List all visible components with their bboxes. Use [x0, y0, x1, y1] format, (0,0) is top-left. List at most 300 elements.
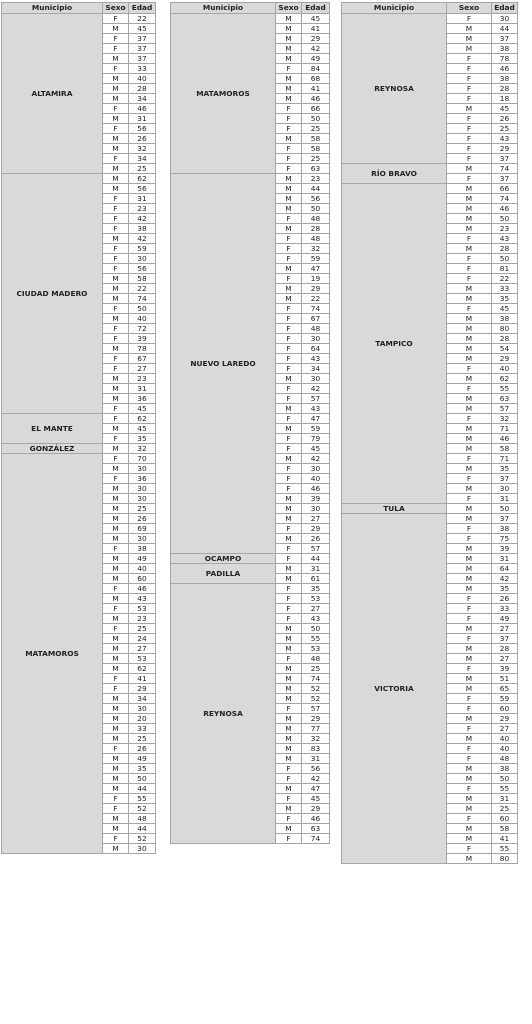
edad-cell: 78: [492, 54, 518, 64]
sexo-cell: F: [447, 114, 492, 124]
sexo-cell: M: [103, 774, 129, 784]
sexo-cell: M: [276, 564, 302, 574]
edad-cell: 57: [302, 394, 330, 404]
sexo-cell: F: [103, 334, 129, 344]
edad-cell: 40: [492, 364, 518, 374]
sexo-cell: M: [103, 564, 129, 574]
header-row: [171, 3, 330, 14]
edad-cell: 45: [302, 14, 330, 24]
sexo-cell: M: [447, 344, 492, 354]
edad-cell: 26: [492, 594, 518, 604]
sexo-cell: M: [103, 524, 129, 534]
edad-cell: 35: [129, 764, 156, 774]
edad-cell: 30: [129, 704, 156, 714]
edad-cell: 62: [129, 664, 156, 674]
sexo-cell: M: [276, 644, 302, 654]
edad-cell: 32: [302, 244, 330, 254]
edad-cell: 53: [302, 644, 330, 654]
sexo-cell: F: [447, 694, 492, 704]
sexo-cell: M: [103, 484, 129, 494]
edad-cell: 58: [302, 144, 330, 154]
sexo-cell: F: [447, 784, 492, 794]
edad-cell: 34: [129, 94, 156, 104]
edad-cell: 58: [492, 444, 518, 454]
edad-cell: 63: [302, 164, 330, 174]
sexo-cell: F: [447, 724, 492, 734]
sexo-cell: M: [276, 744, 302, 754]
edad-cell: 22: [302, 294, 330, 304]
sexo-cell: F: [447, 274, 492, 284]
edad-cell: 57: [302, 544, 330, 554]
edad-cell: 26: [129, 134, 156, 144]
sexo-cell: F: [276, 244, 302, 254]
edad-cell: 25: [129, 504, 156, 514]
edad-cell: 52: [302, 694, 330, 704]
edad-cell: 74: [492, 194, 518, 204]
edad-cell: 31: [302, 754, 330, 764]
edad-cell: 41: [302, 24, 330, 34]
edad-cell: 48: [302, 234, 330, 244]
table-row: [342, 504, 518, 514]
sexo-cell: F: [276, 474, 302, 484]
sexo-cell: F: [447, 134, 492, 144]
edad-cell: 43: [302, 404, 330, 414]
edad-cell: 43: [129, 594, 156, 604]
edad-cell: 70: [129, 454, 156, 464]
sexo-cell: F: [276, 234, 302, 244]
edad-cell: 41: [492, 834, 518, 844]
sexo-cell: F: [276, 304, 302, 314]
sexo-cell: F: [447, 74, 492, 84]
sexo-cell: F: [447, 634, 492, 644]
sexo-cell: M: [447, 334, 492, 344]
sexo-cell: M: [103, 114, 129, 124]
sexo-cell: M: [447, 774, 492, 784]
edad-cell: 40: [492, 744, 518, 754]
sexo-cell: F: [447, 84, 492, 94]
sexo-cell: M: [103, 234, 129, 244]
sexo-cell: F: [276, 324, 302, 334]
edad-cell: 37: [129, 54, 156, 64]
edad-cell: 25: [129, 164, 156, 174]
sexo-cell: M: [276, 24, 302, 34]
table-row: [171, 14, 330, 24]
sexo-cell: F: [103, 44, 129, 54]
edad-cell: 25: [492, 124, 518, 134]
edad-cell: 30: [302, 374, 330, 384]
sexo-cell: F: [447, 414, 492, 424]
sexo-cell: F: [103, 304, 129, 314]
sexo-cell: F: [103, 244, 129, 254]
edad-cell: 35: [492, 294, 518, 304]
sexo-cell: F: [103, 674, 129, 684]
edad-cell: 83: [302, 744, 330, 754]
edad-cell: 30: [302, 504, 330, 514]
sexo-cell: F: [276, 704, 302, 714]
sexo-cell: M: [447, 674, 492, 684]
sexo-cell: F: [276, 144, 302, 154]
edad-cell: 55: [492, 384, 518, 394]
sexo-cell: M: [276, 294, 302, 304]
sexo-cell: F: [447, 234, 492, 244]
sexo-cell: F: [276, 64, 302, 74]
edad-cell: 66: [492, 184, 518, 194]
edad-cell: 62: [492, 374, 518, 384]
sexo-cell: M: [447, 44, 492, 54]
sexo-cell: F: [447, 454, 492, 464]
edad-cell: 27: [129, 364, 156, 374]
table-row: [342, 164, 518, 174]
header-row: [342, 3, 518, 14]
edad-cell: 29: [492, 354, 518, 364]
edad-cell: 60: [492, 814, 518, 824]
sexo-cell: M: [103, 174, 129, 184]
sexo-cell: M: [447, 394, 492, 404]
edad-cell: 42: [302, 384, 330, 394]
edad-cell: 42: [129, 234, 156, 244]
sexo-cell: M: [447, 434, 492, 444]
sexo-cell: F: [103, 804, 129, 814]
edad-cell: 26: [302, 534, 330, 544]
sexo-cell: F: [276, 414, 302, 424]
edad-cell: 37: [129, 44, 156, 54]
edad-cell: 52: [129, 804, 156, 814]
table-row: [2, 414, 156, 424]
sexo-cell: F: [103, 154, 129, 164]
sexo-cell: M: [447, 544, 492, 554]
sexo-cell: F: [103, 434, 129, 444]
edad-cell: 57: [492, 404, 518, 414]
sexo-cell: M: [447, 514, 492, 524]
edad-cell: 51: [492, 674, 518, 684]
sexo-cell: F: [103, 124, 129, 134]
edad-cell: 48: [302, 324, 330, 334]
sexo-cell: M: [103, 704, 129, 714]
sexo-cell: M: [276, 494, 302, 504]
edad-cell: 34: [129, 154, 156, 164]
sexo-cell: F: [103, 14, 129, 24]
edad-cell: 80: [492, 324, 518, 334]
edad-cell: 80: [492, 854, 518, 864]
sexo-cell: M: [103, 84, 129, 94]
edad-cell: 59: [492, 694, 518, 704]
edad-cell: 35: [492, 584, 518, 594]
edad-cell: 23: [129, 374, 156, 384]
sexo-cell: F: [276, 214, 302, 224]
edad-cell: 75: [492, 534, 518, 544]
edad-cell: 31: [129, 384, 156, 394]
sexo-cell: F: [447, 304, 492, 314]
sexo-cell: M: [103, 734, 129, 744]
sexo-cell: M: [276, 224, 302, 234]
municipio-cell: MATAMOROS: [171, 14, 276, 174]
sexo-cell: M: [103, 724, 129, 734]
edad-cell: 30: [492, 484, 518, 494]
edad-cell: 31: [129, 114, 156, 124]
sexo-cell: M: [447, 424, 492, 434]
sexo-cell: M: [103, 844, 129, 854]
edad-cell: 40: [302, 474, 330, 484]
sexo-cell: M: [276, 34, 302, 44]
sexo-cell: M: [103, 634, 129, 644]
sexo-cell: F: [276, 104, 302, 114]
edad-cell: 55: [492, 784, 518, 794]
edad-cell: 27: [492, 724, 518, 734]
sexo-cell: F: [276, 254, 302, 264]
edad-cell: 59: [302, 424, 330, 434]
sexo-cell: M: [276, 174, 302, 184]
edad-cell: 22: [492, 274, 518, 284]
sexo-cell: M: [447, 294, 492, 304]
sexo-cell: M: [447, 354, 492, 364]
edad-cell: 29: [302, 524, 330, 534]
edad-cell: 28: [492, 334, 518, 344]
edad-cell: 42: [302, 774, 330, 784]
edad-cell: 50: [302, 624, 330, 634]
sexo-cell: F: [103, 414, 129, 424]
sexo-cell: F: [447, 264, 492, 274]
edad-cell: 26: [129, 514, 156, 524]
sexo-cell: M: [447, 574, 492, 584]
sexo-cell: F: [103, 194, 129, 204]
sexo-cell: M: [276, 824, 302, 834]
sexo-cell: M: [276, 694, 302, 704]
sexo-cell: M: [103, 144, 129, 154]
edad-cell: 23: [129, 614, 156, 624]
table-row: [342, 14, 518, 24]
edad-cell: 32: [302, 734, 330, 744]
edad-cell: 74: [302, 674, 330, 684]
sexo-cell: F: [103, 224, 129, 234]
edad-cell: 27: [302, 514, 330, 524]
sexo-cell: F: [447, 614, 492, 624]
sexo-cell: M: [276, 134, 302, 144]
sexo-cell: M: [103, 424, 129, 434]
edad-cell: 61: [302, 574, 330, 584]
header-row: [2, 3, 156, 14]
sexo-cell: M: [276, 684, 302, 694]
edad-cell: 25: [129, 624, 156, 634]
edad-cell: 68: [302, 74, 330, 84]
sexo-cell: F: [447, 144, 492, 154]
edad-cell: 57: [302, 704, 330, 714]
edad-cell: 45: [492, 304, 518, 314]
sexo-cell: M: [447, 184, 492, 194]
sexo-cell: M: [447, 244, 492, 254]
edad-cell: 63: [302, 824, 330, 834]
sexo-cell: M: [447, 824, 492, 834]
edad-cell: 34: [302, 364, 330, 374]
edad-cell: 45: [129, 424, 156, 434]
sexo-cell: F: [103, 474, 129, 484]
edad-header: Edad: [129, 3, 156, 14]
edad-cell: 50: [129, 304, 156, 314]
edad-cell: 50: [302, 204, 330, 214]
sexo-cell: M: [103, 394, 129, 404]
sexo-cell: F: [103, 324, 129, 334]
edad-cell: 37: [492, 174, 518, 184]
sexo-cell: F: [447, 844, 492, 854]
sexo-cell: F: [276, 794, 302, 804]
edad-cell: 25: [302, 124, 330, 134]
edad-cell: 47: [302, 264, 330, 274]
sexo-cell: M: [103, 594, 129, 604]
sexo-cell: F: [276, 544, 302, 554]
municipio-cell: REYNOSA: [171, 584, 276, 844]
edad-cell: 58: [492, 824, 518, 834]
edad-cell: 35: [302, 584, 330, 594]
edad-cell: 72: [129, 324, 156, 334]
edad-cell: 59: [302, 254, 330, 264]
sexo-cell: M: [276, 574, 302, 584]
sexo-cell: M: [447, 764, 492, 774]
sexo-cell: M: [276, 264, 302, 274]
edad-cell: 27: [492, 654, 518, 664]
sexo-cell: F: [103, 404, 129, 414]
sexo-cell: F: [103, 684, 129, 694]
sexo-cell: F: [276, 274, 302, 284]
edad-cell: 43: [492, 134, 518, 144]
edad-cell: 44: [302, 554, 330, 564]
edad-cell: 74: [302, 834, 330, 844]
edad-cell: 40: [129, 74, 156, 84]
sexo-cell: M: [103, 784, 129, 794]
sexo-cell: M: [103, 164, 129, 174]
edad-cell: 33: [129, 724, 156, 734]
edad-cell: 56: [129, 124, 156, 134]
edad-cell: 48: [302, 214, 330, 224]
edad-cell: 52: [302, 684, 330, 694]
edad-cell: 63: [492, 394, 518, 404]
sexo-cell: M: [276, 374, 302, 384]
edad-cell: 35: [129, 434, 156, 444]
sexo-cell: M: [103, 714, 129, 724]
edad-cell: 31: [492, 554, 518, 564]
sexo-cell: M: [276, 404, 302, 414]
sexo-cell: F: [276, 384, 302, 394]
edad-cell: 50: [492, 214, 518, 224]
edad-cell: 27: [492, 624, 518, 634]
sexo-cell: M: [276, 184, 302, 194]
sexo-cell: M: [276, 44, 302, 54]
sexo-cell: F: [103, 624, 129, 634]
sexo-cell: F: [276, 124, 302, 134]
table-row: [2, 444, 156, 454]
edad-cell: 30: [129, 254, 156, 264]
sexo-cell: M: [103, 654, 129, 664]
edad-cell: 46: [302, 94, 330, 104]
sexo-cell: M: [103, 754, 129, 764]
sexo-cell: M: [103, 294, 129, 304]
sexo-cell: F: [276, 654, 302, 664]
edad-cell: 60: [129, 574, 156, 584]
edad-cell: 39: [302, 494, 330, 504]
edad-cell: 45: [492, 104, 518, 114]
sexo-cell: M: [276, 534, 302, 544]
sexo-cell: F: [276, 364, 302, 374]
data-table-middle: [170, 2, 330, 844]
edad-cell: 30: [492, 14, 518, 24]
edad-cell: 74: [492, 164, 518, 174]
edad-cell: 48: [492, 754, 518, 764]
edad-cell: 25: [129, 734, 156, 744]
table-row: [2, 454, 156, 464]
sexo-cell: M: [447, 854, 492, 864]
edad-cell: 79: [302, 434, 330, 444]
edad-cell: 25: [492, 804, 518, 814]
sexo-cell: M: [103, 24, 129, 34]
sexo-cell: F: [276, 484, 302, 494]
sexo-cell: M: [447, 404, 492, 414]
edad-cell: 52: [129, 834, 156, 844]
edad-cell: 78: [129, 344, 156, 354]
sexo-cell: F: [276, 434, 302, 444]
edad-cell: 45: [302, 444, 330, 454]
edad-cell: 29: [302, 804, 330, 814]
municipio-cell: MATAMOROS: [2, 454, 103, 854]
sexo-cell: M: [447, 324, 492, 334]
edad-cell: 43: [302, 354, 330, 364]
edad-cell: 43: [492, 234, 518, 244]
edad-cell: 31: [129, 194, 156, 204]
sexo-cell: F: [447, 364, 492, 374]
sexo-cell: F: [276, 554, 302, 564]
sexo-cell: M: [276, 74, 302, 84]
table-row: [2, 174, 156, 184]
sexo-cell: F: [276, 834, 302, 844]
edad-cell: 31: [492, 794, 518, 804]
municipio-header: Municipio: [342, 3, 447, 14]
edad-cell: 38: [129, 224, 156, 234]
sexo-cell: M: [447, 34, 492, 44]
sexo-cell: M: [276, 754, 302, 764]
sexo-cell: M: [276, 54, 302, 64]
sexo-cell: M: [103, 464, 129, 474]
edad-cell: 28: [492, 84, 518, 94]
edad-cell: 62: [129, 414, 156, 424]
sexo-cell: F: [447, 54, 492, 64]
sexo-cell: M: [276, 504, 302, 514]
edad-header: Edad: [302, 3, 330, 14]
edad-cell: 38: [492, 524, 518, 534]
sexo-cell: M: [447, 214, 492, 224]
sexo-cell: M: [447, 374, 492, 384]
edad-cell: 53: [302, 594, 330, 604]
sexo-cell: F: [103, 794, 129, 804]
edad-cell: 56: [302, 194, 330, 204]
sexo-cell: M: [276, 804, 302, 814]
sexo-header: Sexo: [276, 3, 302, 14]
municipio-cell: CIUDAD MADERO: [2, 174, 103, 414]
edad-cell: 40: [492, 734, 518, 744]
sexo-cell: M: [276, 84, 302, 94]
sexo-cell: F: [276, 814, 302, 824]
edad-cell: 44: [129, 784, 156, 794]
edad-cell: 25: [302, 154, 330, 164]
edad-cell: 49: [129, 754, 156, 764]
sexo-cell: F: [276, 764, 302, 774]
municipio-cell: NUEVO LAREDO: [171, 174, 276, 554]
municipio-cell: RÍO BRAVO: [342, 164, 447, 184]
edad-cell: 44: [129, 824, 156, 834]
edad-cell: 49: [492, 614, 518, 624]
edad-cell: 33: [492, 604, 518, 614]
edad-cell: 74: [302, 304, 330, 314]
municipio-cell: VICTORIA: [342, 514, 447, 864]
edad-cell: 62: [129, 174, 156, 184]
edad-cell: 29: [302, 284, 330, 294]
edad-cell: 56: [302, 764, 330, 774]
